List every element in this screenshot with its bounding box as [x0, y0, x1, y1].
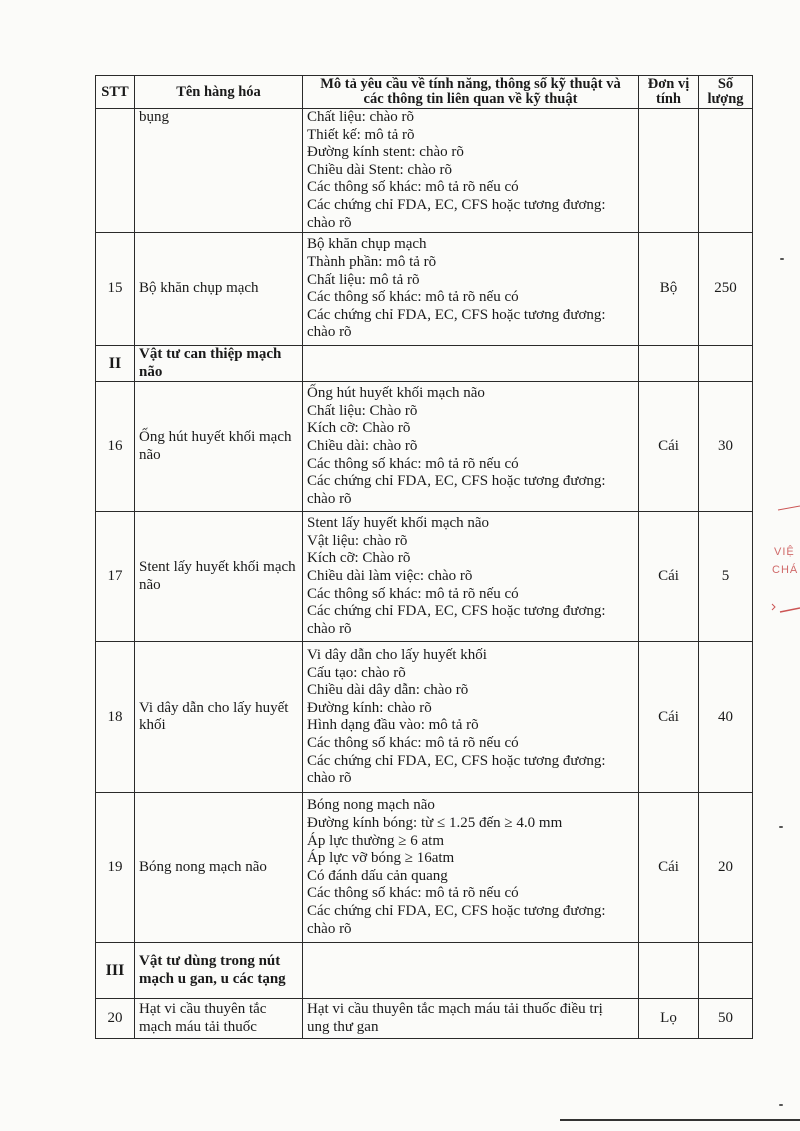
description-line: Các chứng chỉ FDA, EC, CFS hoặc tương đương:	[307, 196, 606, 213]
cell-stt: 16	[96, 382, 135, 512]
description-line: Các chứng chỉ FDA, EC, CFS hoặc tương đương:	[307, 306, 606, 323]
description-line: Các chứng chỉ FDA, EC, CFS hoặc tương đương:	[307, 473, 606, 490]
cell-unit: Cái	[639, 512, 699, 642]
cell-stt	[96, 109, 135, 233]
scan-speck	[779, 1104, 783, 1106]
cell-quantity: 5	[699, 512, 753, 642]
description-line: Các chứng chỉ FDA, EC, CFS hoặc tương đương:	[307, 603, 606, 620]
cell-unit	[639, 109, 699, 233]
description-line: Thiết kế: mô tả rõ	[307, 126, 415, 143]
cell-unit	[639, 346, 699, 382]
description-line: chào rõ	[307, 620, 352, 637]
cell-stt: II	[96, 346, 135, 382]
header-desc-line: các thông tin liên quan về kỹ thuật	[363, 91, 578, 107]
description-line: Vật liệu: chào rõ	[307, 532, 408, 549]
cell-description	[303, 943, 639, 999]
description-line: Các thông số khác: mô tả rõ nếu có	[307, 289, 519, 306]
scan-speck	[780, 258, 784, 260]
cell-unit: Cái	[639, 382, 699, 512]
description-line: Chiều dài: chào rõ	[307, 438, 418, 455]
table-row	[96, 642, 753, 793]
description-line: Có đánh dấu cản quang	[307, 867, 448, 884]
cell-stt: 20	[96, 999, 135, 1039]
cell-quantity	[699, 346, 753, 382]
cell-quantity	[699, 109, 753, 233]
cell-quantity: 50	[699, 999, 753, 1039]
description-line: ung thư gan	[307, 1018, 379, 1035]
description-line: Chất liệu: chào rõ	[307, 109, 415, 125]
description-line: chào rõ	[307, 920, 352, 937]
description-line: Đường kính bóng: từ ≤ 1.25 đến ≥ 4.0 mm	[307, 815, 563, 832]
cell-quantity: 250	[699, 233, 753, 346]
table-row	[96, 382, 753, 512]
description-line: chào rõ	[307, 214, 352, 231]
cell-description	[303, 793, 639, 943]
stamp-stroke-graphic	[770, 500, 800, 630]
cell-description	[303, 512, 639, 642]
table-row	[96, 109, 753, 233]
description-line: Các thông số khác: mô tả rõ nếu có	[307, 885, 519, 902]
description-line: Các chứng chỉ FDA, EC, CFS hoặc tương đương:	[307, 903, 606, 920]
cell-quantity	[699, 943, 753, 999]
table-row	[96, 233, 753, 346]
description-line: Vi dây dẫn cho lấy huyết khối	[307, 646, 487, 663]
cell-item-name: Hạt vi cầu thuyên tắc mạch máu tải thuốc	[135, 999, 303, 1039]
header-unit-line: Đơn vị	[647, 76, 690, 92]
header-qty-line: Số	[717, 76, 734, 92]
header-name: Tên hàng hóa	[135, 76, 303, 109]
cell-item-name: Bóng nong mạch não	[135, 793, 303, 943]
description-line: Chất liệu: Chào rõ	[307, 402, 418, 419]
description-line: Áp lực vỡ bóng ≥ 16atm	[307, 850, 455, 867]
cell-stt: 17	[96, 512, 135, 642]
header-stt: STT	[96, 76, 135, 109]
description-line: Thành phần: mô tả rõ	[307, 253, 437, 270]
table-row	[96, 793, 753, 943]
description-line: Hạt vi cầu thuyên tắc mạch máu tải thuốc điều trị	[307, 1001, 603, 1018]
cell-item-name: Bộ khăn chụp mạch	[135, 233, 303, 346]
description-line: chào rõ	[307, 490, 352, 507]
cell-item-name: bụng	[135, 109, 303, 233]
description-line: Các thông số khác: mô tả rõ nếu có	[307, 585, 519, 602]
page-bottom-rule	[560, 1119, 800, 1121]
description-line: Kích cỡ: Chào rõ	[307, 550, 411, 567]
description-line: Kích cỡ: Chào rõ	[307, 420, 411, 437]
header-unit	[639, 76, 699, 109]
description-line: Cấu tạo: chào rõ	[307, 664, 406, 681]
table-row	[96, 512, 753, 642]
margin-stamp-fragment	[770, 500, 800, 630]
cell-stt: 18	[96, 642, 135, 793]
description-line: chào rõ	[307, 770, 352, 787]
header-desc	[303, 76, 639, 109]
cell-description	[303, 233, 639, 346]
description-line: Đường kính: chào rõ	[307, 699, 432, 716]
description-line: Áp lực thường ≥ 6 atm	[307, 832, 444, 849]
cell-unit: Cái	[639, 793, 699, 943]
cell-stt: 19	[96, 793, 135, 943]
description-line: Đường kính stent: chào rõ	[307, 144, 464, 161]
cell-item-name: Vật tư can thiệp mạch não	[135, 346, 303, 382]
cell-quantity: 20	[699, 793, 753, 943]
cell-description	[303, 346, 639, 382]
cell-description	[303, 642, 639, 793]
table-header-row	[96, 76, 753, 109]
description-line: Chiều dài làm việc: chào rõ	[307, 568, 473, 585]
cell-unit: Cái	[639, 642, 699, 793]
cell-stt: III	[96, 943, 135, 999]
description-line: Stent lấy huyết khối mạch não	[307, 515, 490, 532]
header-qty	[699, 76, 753, 109]
cell-item-name: Vật tư dùng trong nút mạch u gan, u các tạng	[135, 943, 303, 999]
stamp-text: VIỆ	[774, 546, 795, 558]
scan-speck	[779, 826, 783, 828]
cell-unit	[639, 943, 699, 999]
description-line: Hình dạng đầu vào: mô tả rõ	[307, 717, 479, 734]
description-line: Các chứng chỉ FDA, EC, CFS hoặc tương đương:	[307, 752, 606, 769]
cell-quantity: 40	[699, 642, 753, 793]
description-line: Bóng nong mạch não	[307, 797, 435, 814]
cell-description	[303, 109, 639, 233]
cell-description	[303, 382, 639, 512]
section-row	[96, 943, 753, 999]
cell-description	[303, 999, 639, 1039]
cell-item-name: Stent lấy huyết khối mạch não	[135, 512, 303, 642]
cell-unit: Bộ	[639, 233, 699, 346]
cell-unit: Lọ	[639, 999, 699, 1039]
description-line: Các thông số khác: mô tả rõ nếu có	[307, 734, 519, 751]
description-line: Các thông số khác: mô tả rõ nếu có	[307, 455, 519, 472]
section-row	[96, 346, 753, 382]
cell-stt: 15	[96, 233, 135, 346]
stamp-text: CHÁ	[772, 564, 799, 576]
description-line: Ống hút huyết khối mạch não	[307, 385, 485, 402]
cell-item-name: Ống hút huyết khối mạch não	[135, 382, 303, 512]
description-line: Chiều dài Stent: chào rõ	[307, 161, 452, 178]
description-line: Các thông số khác: mô tả rõ nếu có	[307, 179, 519, 196]
specification-table	[95, 75, 753, 1039]
header-unit-line: tính	[656, 91, 681, 107]
header-desc-line: Mô tả yêu cầu về tính năng, thông số kỹ thuật và	[320, 76, 621, 92]
description-line: Bộ khăn chụp mạch	[307, 236, 427, 253]
cell-quantity: 30	[699, 382, 753, 512]
cell-item-name: Vi dây dẫn cho lấy huyết khối	[135, 642, 303, 793]
description-line: Chất liệu: mô tả rõ	[307, 271, 420, 288]
description-line: Chiều dài dây dẫn: chào rõ	[307, 682, 469, 699]
header-qty-line: lượng	[707, 91, 744, 107]
description-line: chào rõ	[307, 324, 352, 341]
table-row	[96, 999, 753, 1039]
